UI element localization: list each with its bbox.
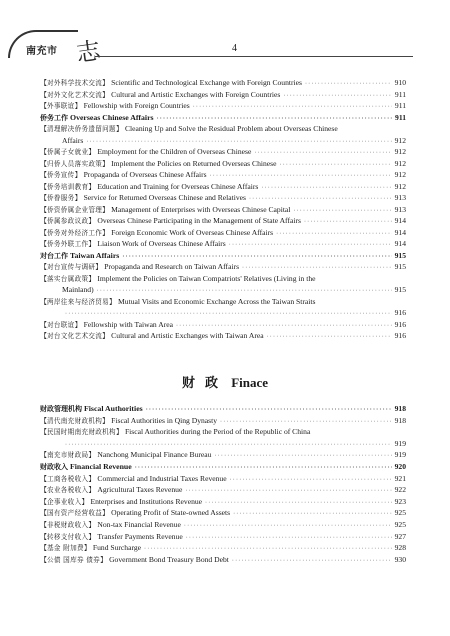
entry-page-number: 912 [394,170,406,179]
entry-page-number: 916 [394,331,406,340]
entry-title-zh: 对外科学技术交流 [47,79,103,87]
entry-title-en: Operating Profit of State-owned Assets [111,508,231,518]
entry-title-zh: 南充市财政局 [47,451,89,460]
bracket-close: 】 [102,90,110,99]
entry-page-number: 915 [394,285,406,294]
bracket-open: 【 [40,240,47,248]
bracket-close: 】 [88,274,96,283]
bracket-close: 】 [88,532,96,541]
entry-title-zh: 财政管理机构 [40,405,82,413]
entry-title-en: Education and Training for Overseas Chinese Affairs [97,181,259,191]
entry-page-number: 918 [394,415,406,425]
bracket-close: 】 [109,297,117,306]
bracket-open: 【 [40,90,47,99]
bracket-close: 】 [88,182,96,191]
bracket-open: 【 [40,125,47,133]
entry-page-number: 911 [395,112,406,122]
entry-title-en: Fiscal Authorities in Qing Dynasty [111,415,218,425]
entry-title-en: Propaganda of Overseas Chinese Affairs [83,170,207,179]
bracket-open: 【 [40,532,47,541]
bracket-open: 【 [40,297,47,306]
entry-page-number: 914 [394,239,406,248]
bracket-close: 】 [74,194,82,202]
entry-title-en: Overseas Chinese Participating in the Management of State Affairs [97,216,301,225]
entry-page-number: 913 [394,204,406,214]
entry-title-en: Fellowship with Taiwan Area [83,319,173,329]
entry-title-zh: 侨务培训教育 [47,182,89,191]
entry-title-zh: 清代南充财政机构 [47,416,103,425]
bracket-open: 【 [40,102,47,110]
bracket-open: 【 [40,182,47,191]
entry-page-number: 916 [394,308,406,317]
entry-title-zh: 侨务工作 [40,113,68,122]
bracket-close: 】 [88,474,96,483]
bracket-open: 【 [40,544,47,553]
entry-title-en: Fund Surcharge [92,543,142,553]
entry-page-number: 925 [394,520,406,529]
entry-page-number: 919 [394,450,406,460]
entry-title-zh: 侨务对外经济工作 [47,228,103,237]
bracket-open: 【 [40,555,47,564]
entry-title-en: Commercial and Industrial Taxes Revenue [97,473,227,483]
entry-title-en: Fellowship with Foreign Countries [83,101,190,110]
bracket-open: 【 [40,159,47,168]
entry-title-en: Taiwan Affairs [70,250,120,260]
bracket-close: 】 [102,159,110,168]
entry-title-zh: 财政收入 [40,463,68,471]
entry-title-zh: 清理解决侨务遗留问题 [47,125,116,133]
entry-title-en: Enterprises and Institutions Revenue [90,496,203,506]
bracket-open: 【 [40,320,47,329]
bracket-close: 】 [83,544,91,553]
entry-title-zh: 非税财政收入 [47,521,89,529]
entry-page-number: 911 [394,89,406,99]
bracket-close: 】 [74,102,82,110]
bracket-close: 】 [74,320,82,329]
entry-title-en: Transfer Payments Revenue [97,531,183,541]
toc-entry [40,554,406,567]
dot-leader [232,556,392,567]
entry-title-zh: 转移支付收入 [47,532,89,541]
toc-entry [40,296,406,308]
entry-page-number: 921 [394,473,406,483]
entry-title-en: Agricultural Taxes Revenue [97,485,183,495]
bracket-close: 】 [81,497,89,506]
entry-title-zh: 侨务宣传 [47,171,75,179]
entry-title-zh: 基金 附加费 [47,544,84,553]
bracket-close: 】 [88,240,96,248]
bracket-open: 【 [40,486,47,495]
entry-title-en: Propaganda and Research on Taiwan Affairs [104,262,240,271]
entry-page-number: 923 [394,496,406,506]
bracket-close: 】 [88,521,96,529]
bracket-close: 】 [88,148,96,156]
entry-title-zh: 归侨人员落实政策 [47,159,103,168]
bracket-close: 】 [102,416,110,425]
logo-text: 南充市 [26,46,58,57]
entry-title-zh: 侨属参政议政 [47,217,89,225]
entry-page-number: 912 [394,181,406,191]
bracket-close: 】 [88,486,96,495]
entry-page-number: 911 [394,101,406,110]
bracket-close: 】 [88,451,96,460]
entry-page-number: 916 [394,319,406,329]
entry-title-en: Foreign Economic Work of Overseas Chinese Affairs [111,227,274,237]
toc-entry [40,123,406,135]
entry-page-number: 915 [394,262,406,271]
bracket-open: 【 [40,217,47,225]
bracket-open: 【 [40,416,47,425]
entry-page-number: 912 [394,158,406,168]
bracket-close: 】 [102,79,110,87]
entry-page-number: 922 [394,485,406,495]
entry-title-zh: 两岸往来与经济贸易 [47,297,110,306]
entry-page-number: 913 [394,193,406,202]
dot-leader [267,332,392,343]
entry-title-en: Fiscal Authorities during the Period of the Republic of China [124,427,311,437]
chapter-heading [0,372,450,391]
entry-page-number: 914 [394,227,406,237]
entry-title-zh: 侨资侨属企业管理 [47,205,103,214]
bracket-close: 】 [102,332,110,340]
bracket-open: 【 [40,428,47,437]
entry-page-number: 930 [394,554,406,564]
bracket-open: 【 [40,474,47,483]
entry-title-en: Cleaning Up and Solve the Residual Problem about Overseas Chinese [124,124,338,133]
entry-title-en: Cultural and Artistic Exchanges with Taiwan Area [111,331,264,340]
entry-title-zh: 侨眷服务 [47,194,75,202]
entry-title-en: Scientific and Technological Exchange with Foreign Countries [111,78,302,87]
entry-title-zh: 农业各税收入 [47,486,89,495]
entry-page-number: 914 [394,216,406,225]
entry-title-en: Overseas Chinese Affairs [70,112,154,122]
entry-title-en: Implement the Policies on Returned Overseas Chinese [111,158,277,168]
entry-page-number: 928 [394,543,406,553]
entry-title-en: Affairs [62,135,84,145]
entry-title-zh: 外事联谊 [47,102,75,110]
entry-title-zh: 对台文化艺术交流 [47,332,103,340]
bracket-open: 【 [40,79,47,87]
bracket-close: 】 [102,205,110,214]
page-header [0,0,450,68]
entry-page-number: 927 [394,531,406,541]
entry-title-zh: 公债 国库券 债券 [47,555,101,564]
bracket-open: 【 [40,509,47,518]
bracket-close: 】 [100,555,108,564]
bracket-open: 【 [40,497,47,506]
entry-title-en: Cultural and Artistic Exchanges with Foreign Countries [111,89,281,99]
entry-title-zh: 对台工作 [40,251,68,260]
toc-entry [40,273,406,285]
entry-title-zh: 侨属子女就业 [47,148,89,156]
bracket-close: 】 [88,217,96,225]
entry-title-zh: 民国时期南充财政机构 [47,428,116,437]
bracket-close: 】 [102,228,110,237]
entry-page-number: 919 [394,438,406,448]
entry-page-number: 920 [394,462,406,471]
bracket-open: 【 [40,228,47,237]
entry-title-zh: 国有资产经营收益 [47,509,103,518]
bracket-close: 】 [115,125,123,133]
bracket-open: 【 [40,521,47,529]
entry-title-zh: 落实台属政策 [47,274,89,283]
entry-title-zh: 工商各税收入 [47,474,89,483]
bracket-close: 】 [102,509,110,518]
page-number: 4 [232,43,237,54]
bracket-open: 【 [40,171,47,179]
bracket-open: 【 [40,148,47,156]
entry-page-number: 915 [394,250,406,260]
bracket-open: 【 [40,332,47,340]
entry-title-zh: 侨务外联工作 [47,240,89,248]
entry-title-en: Mainland) [62,285,94,294]
chapter-title-en: Finace [231,375,269,390]
bracket-close: 】 [95,263,103,271]
entry-title-zh: 对外文化艺术交流 [47,90,103,99]
entry-page-number: 918 [394,404,406,413]
entry-title-en: Management of Enterprises with Overseas Chinese Capital [111,204,291,214]
entry-page-number: 912 [394,135,406,145]
toc-entry [40,426,406,438]
entry-title-en: Financial Revenue [70,462,132,471]
bracket-close: 】 [74,171,82,179]
entry-title-zh: 企事业收入 [47,497,82,506]
bracket-open: 【 [40,194,47,202]
entry-title-en: Liaison Work of Overseas Chinese Affairs [97,239,226,248]
entry-page-number: 912 [394,147,406,156]
entry-title-en: Fiscal Authorities [84,404,143,413]
bracket-open: 【 [40,205,47,214]
entry-title-en: Government Bond Treasury Bond Debt [109,554,229,564]
logo-calligraphy: 志 [74,36,103,68]
bracket-open: 【 [40,274,47,283]
header-rule [95,56,413,57]
entry-title-en: Implement the Policies on Taiwan Compatriots' Relatives (Living in the [97,273,316,283]
bracket-open: 【 [40,451,47,460]
entry-title-zh: 对台联谊 [47,320,75,329]
bracket-close: 】 [115,428,123,437]
entry-page-number: 925 [394,508,406,518]
entry-title-en: Mutual Visits and Economic Exchange Across the Taiwan Straits [118,296,316,306]
toc-entry [40,330,406,343]
entry-title-en: Service for Returned Overseas Chinese and Relatives [83,193,246,202]
entry-title-en: Non-tax Financial Revenue [97,520,181,529]
entry-title-en: Nanchong Municipal Finance Bureau [97,450,212,460]
entry-title-zh: 对台宣传与调研 [47,263,96,271]
chapter-title-zh: 财政 [181,376,228,391]
entry-page-number: 910 [394,78,406,87]
entry-title-en: Employment for the Children of Overseas Chinese [97,147,252,156]
bracket-open: 【 [40,263,47,271]
